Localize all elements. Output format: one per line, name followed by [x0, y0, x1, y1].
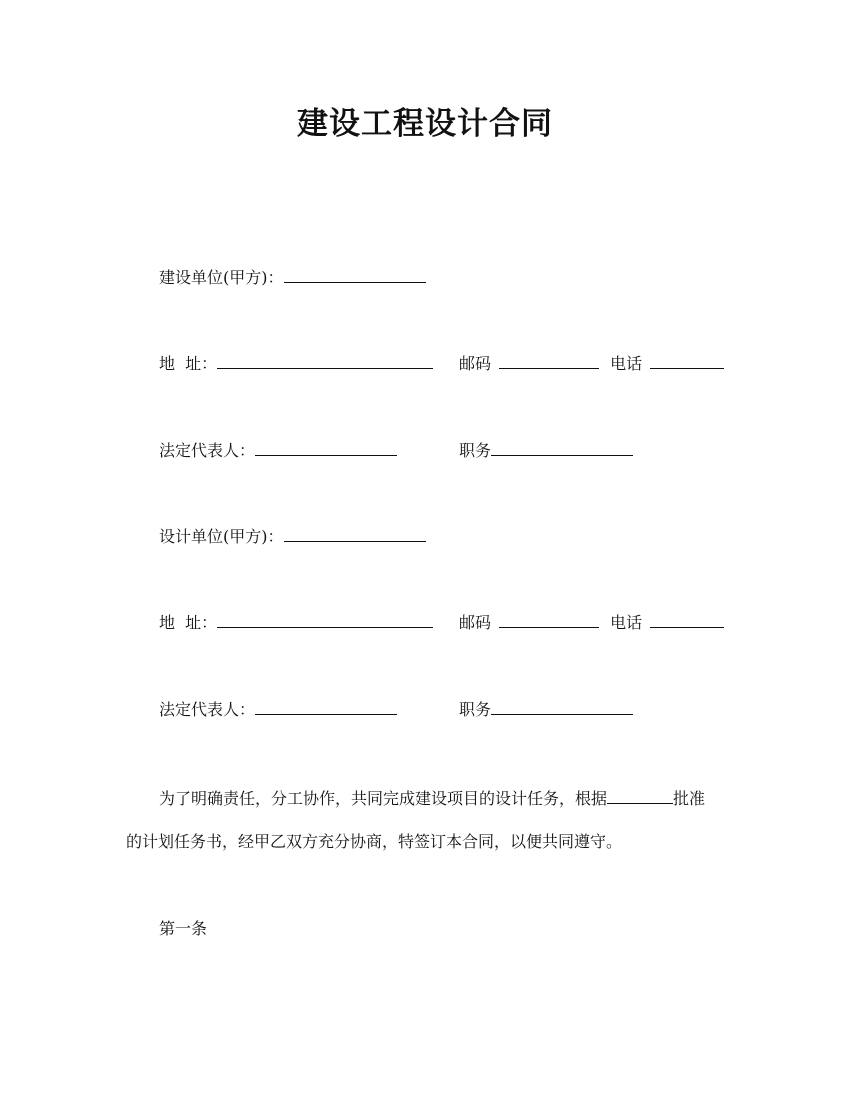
- party-a-address-label: 地 址：: [159, 354, 218, 373]
- party-a-contact-row: [459, 354, 724, 374]
- preamble-text-1: 为了明确责任，分工协作，共同完成建设项目的设计任务，根据: [159, 789, 608, 808]
- party-b-postcode-label: 邮码: [459, 613, 492, 632]
- party-b-address-label: 地 址：: [159, 613, 218, 632]
- party-b-phone-label: 电话: [610, 613, 643, 632]
- party-b-unit-label: 设计单位(甲方)：: [159, 527, 284, 546]
- approval-authority-field[interactable]: [607, 789, 673, 804]
- party-b-rep-field[interactable]: [255, 700, 397, 715]
- party-b-phone-field[interactable]: [650, 613, 724, 628]
- party-b-address-row: [159, 613, 433, 633]
- party-b-unit-field[interactable]: [284, 527, 426, 542]
- party-a-postcode-label: 邮码: [459, 354, 492, 373]
- preamble-text-2: 批准: [673, 789, 706, 808]
- party-a-rep-label: 法定代表人：: [159, 441, 256, 460]
- party-b-postcode-field[interactable]: [499, 613, 599, 628]
- party-a-position-field[interactable]: [491, 441, 633, 456]
- party-a-position-row: [459, 441, 633, 461]
- party-a-position-label: 职务: [459, 441, 492, 460]
- party-b-position-field[interactable]: [491, 700, 633, 715]
- party-a-address-field[interactable]: [217, 354, 433, 369]
- party-a-rep-field[interactable]: [255, 441, 397, 456]
- party-b-rep-row: [159, 700, 397, 720]
- party-a-unit-field[interactable]: [284, 268, 426, 283]
- preamble-line-1: [159, 786, 705, 809]
- preamble-line-2: [126, 829, 622, 852]
- party-b-rep-label: 法定代表人：: [159, 700, 256, 719]
- preamble-text-3: 的计划任务书，经甲乙双方充分协商，特签订本合同，以便共同遵守。: [126, 832, 623, 851]
- party-a-unit-row: [159, 268, 426, 288]
- party-a-unit-label: 建设单位(甲方)：: [159, 268, 284, 287]
- party-a-rep-row: [159, 441, 397, 461]
- party-b-position-row: [459, 700, 633, 720]
- party-b-position-label: 职务: [459, 700, 492, 719]
- party-b-address-field[interactable]: [217, 613, 433, 628]
- party-a-postcode-field[interactable]: [499, 354, 599, 369]
- party-b-contact-row: [459, 613, 724, 633]
- party-a-phone-label: 电话: [610, 354, 643, 373]
- party-a-phone-field[interactable]: [650, 354, 724, 369]
- article-1-heading: 第一条: [159, 919, 208, 938]
- party-b-unit-row: [159, 527, 426, 547]
- document-title: 建设工程设计合同: [297, 106, 553, 142]
- party-a-address-row: [159, 354, 433, 374]
